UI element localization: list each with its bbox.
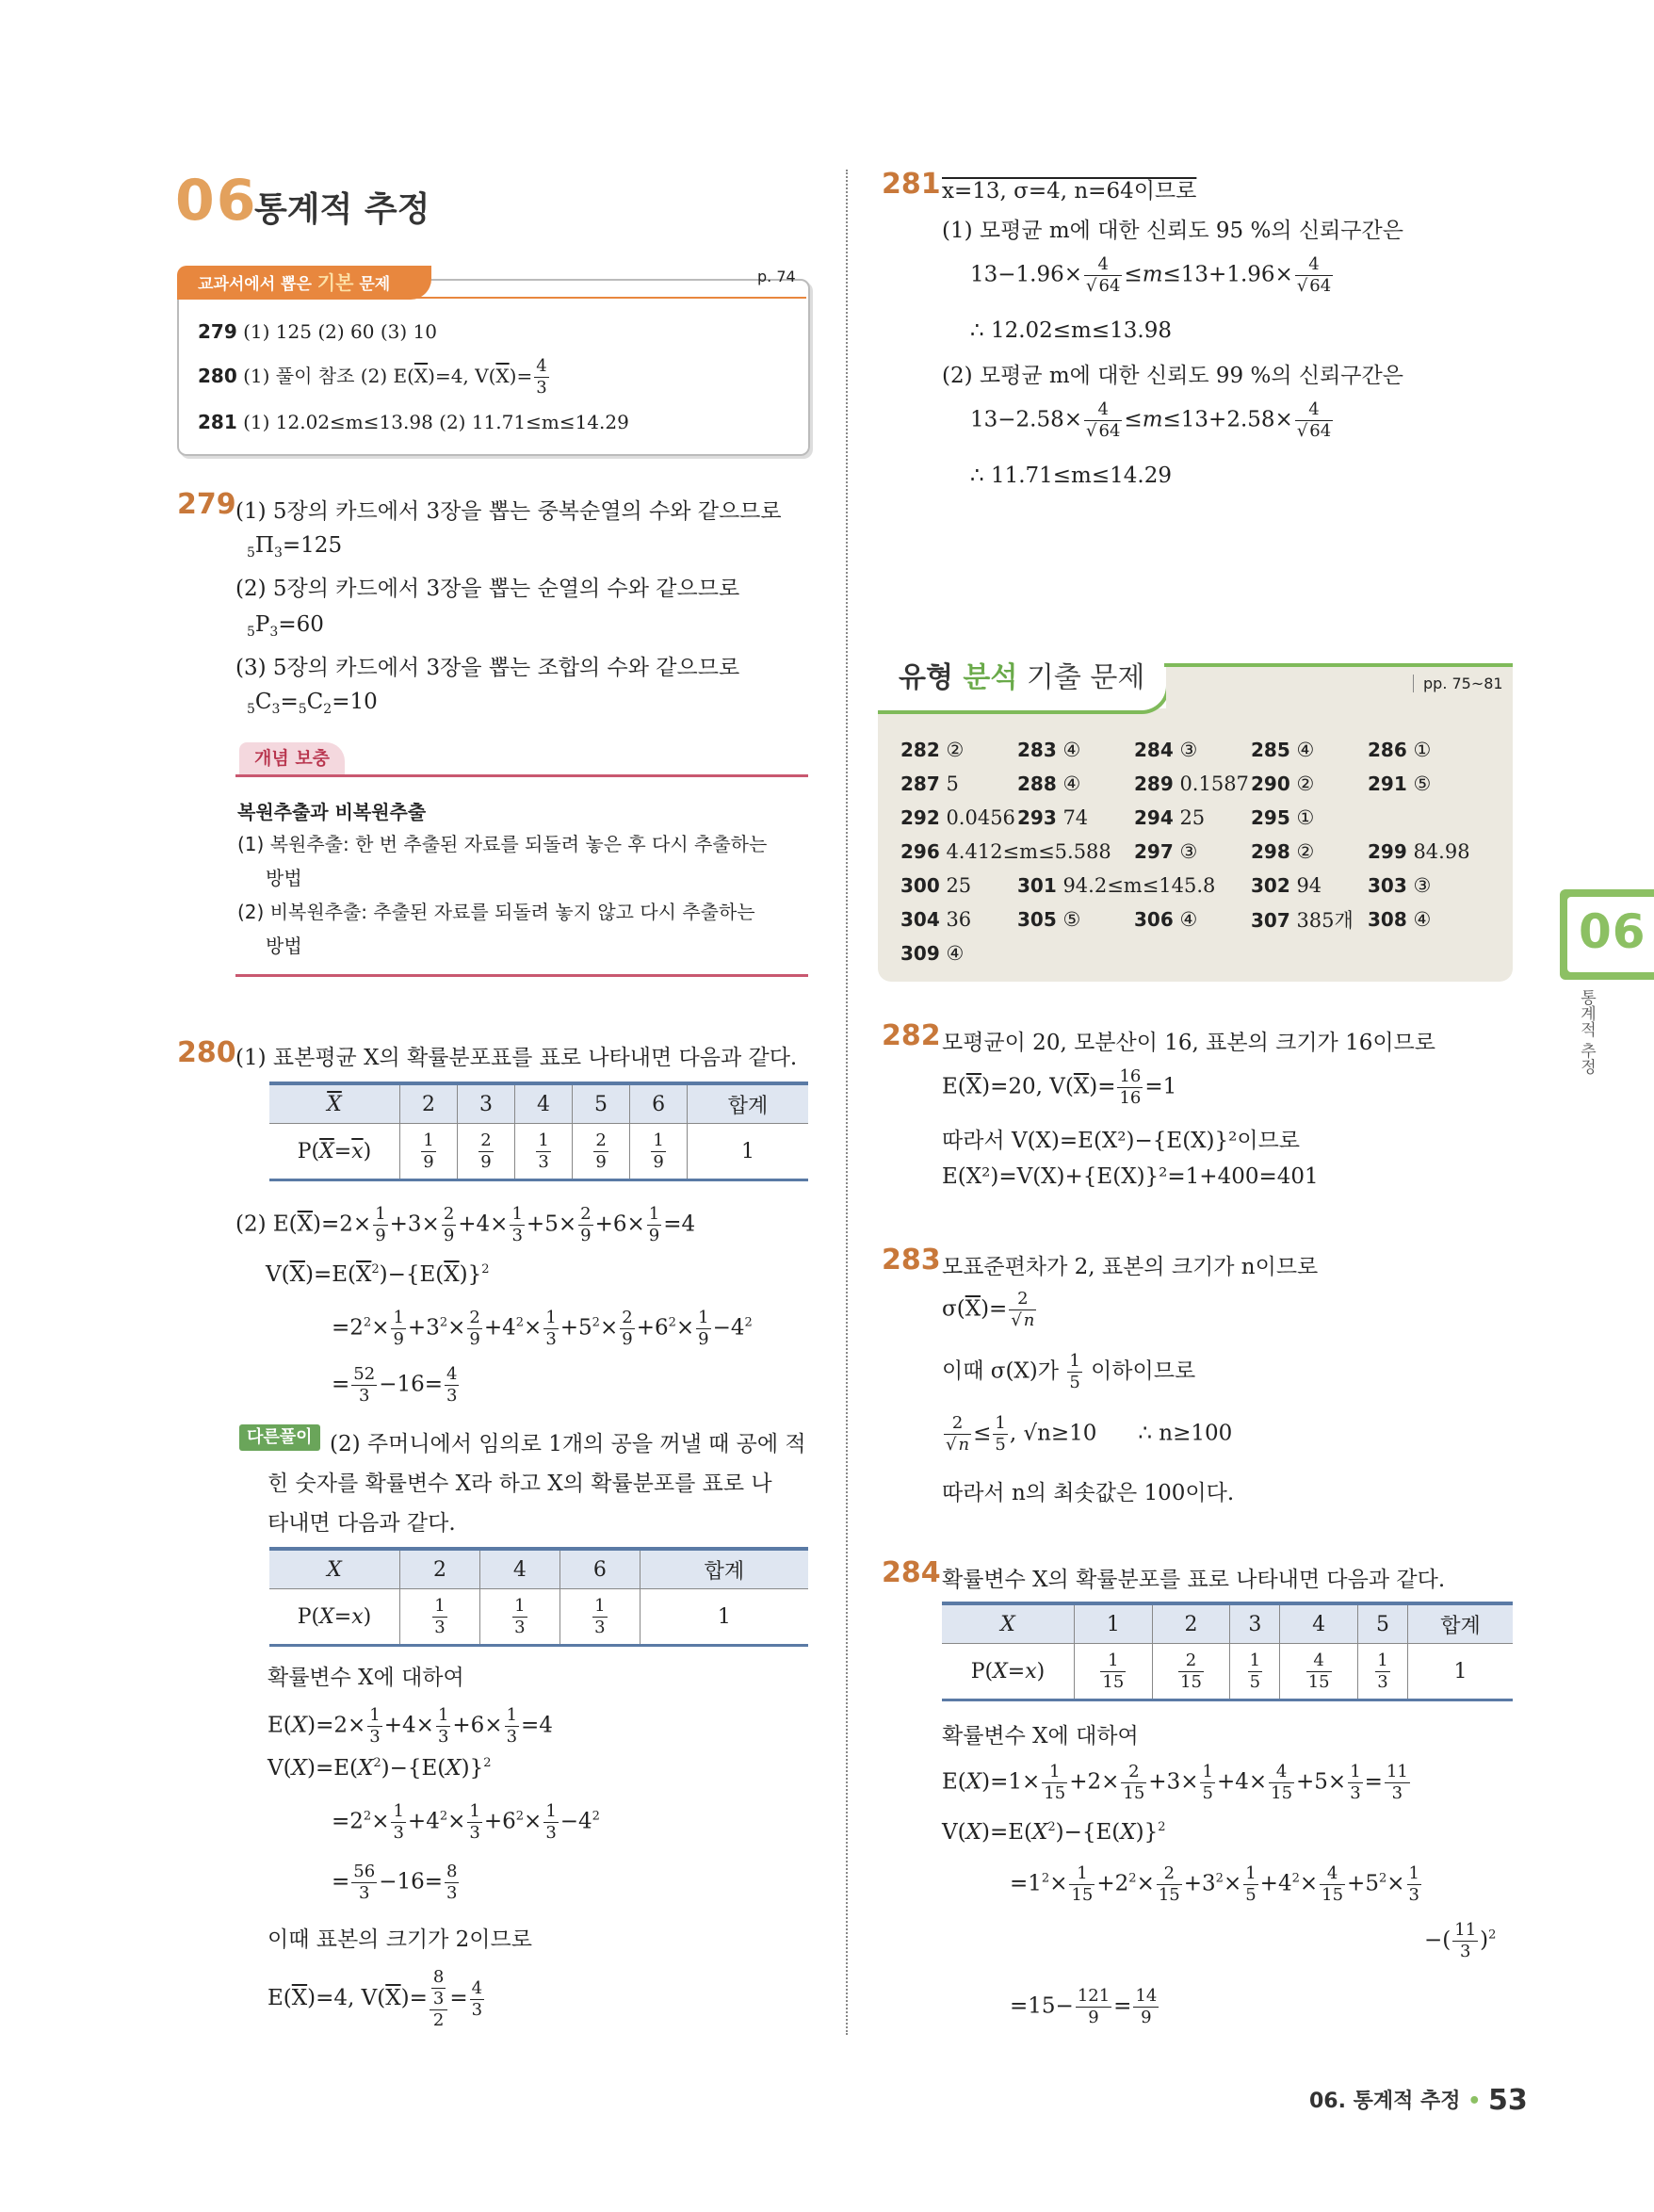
type-heading: 유형 분석 기출 문제: [899, 661, 1145, 694]
side-tab-label: 통계적 추정: [1577, 989, 1596, 1075]
t1-head: 2: [400, 1083, 458, 1124]
type-answer-grid: [900, 733, 1484, 970]
concept-line-4: 방법: [266, 935, 302, 957]
s280-alt-vx3: = $\frac{56}{3}$ −16= $\frac{8}{3}$: [332, 1862, 458, 1903]
s282-line-3: 따라서 V(X)=E(X²)−{E(X)}²이므로: [942, 1129, 1301, 1153]
grid-row: [900, 869, 1484, 903]
t1-cell: $\frac{2}{9}$: [573, 1124, 630, 1180]
grid-cell: 295 ①: [1251, 806, 1315, 829]
concept-line-3: (2) 비복원추출: 추출된 자료를 되돌려 놓지 않고 다시 추출하는: [237, 901, 755, 923]
concept-line-1: (1) 복원추출: 한 번 추출된 자료를 되돌려 놓은 후 다시 추출하는: [237, 833, 768, 855]
t3-prob-label: P(X=x): [942, 1644, 1075, 1700]
s279-line-1: (1) 5장의 카드에서 3장을 뽑는 중복순열의 수와 같으므로: [235, 499, 782, 524]
t2-head: 4: [479, 1549, 559, 1589]
s281-line-2: (2) 모평균 m에 대한 신뢰도 99 %의 신뢰구간은: [942, 364, 1403, 388]
grid-cell: 282 ②: [900, 739, 965, 761]
grid-cell: 301 94.2≤m≤145.8: [1017, 874, 1216, 897]
grid-cell: 290 ②: [1251, 773, 1315, 795]
t2-prob-label: P(X=x): [269, 1589, 400, 1646]
grid-row: [900, 767, 1484, 801]
problem-280-number: 280: [177, 1036, 236, 1069]
s280-vx3: = $\frac{52}{3}$ −16= $\frac{4}{3}$: [332, 1364, 458, 1406]
chapter-number: 06: [175, 168, 258, 234]
t2-cell: $\frac{1}{3}$: [400, 1589, 480, 1646]
concept-title: 복원추출과 비복원추출: [237, 801, 427, 823]
concept-badge: 개념 보충: [239, 742, 345, 774]
problem-282-number: 282: [882, 1019, 941, 1052]
type-pages: pp. 75~81: [1413, 675, 1503, 692]
s283-line-2: $\sigma(\overline{X})=$ $\frac{2}{√ n}$: [942, 1289, 1035, 1330]
t3-cell: $\frac{2}{15}$: [1152, 1644, 1230, 1700]
t2-head: 합계: [640, 1549, 808, 1589]
grid-cell: 294 25: [1134, 806, 1206, 829]
grid-cell: 305 ⑤: [1017, 908, 1081, 931]
s280-table-2: [269, 1547, 808, 1647]
s284-intro: 확률변수 X의 확률분포를 표로 나타내면 다음과 같다.: [942, 1568, 1446, 1592]
s279-line-4: $_5P_3=60$: [247, 612, 324, 640]
grid-cell: 289 0.1587: [1134, 773, 1249, 795]
grid-cell: [1017, 936, 1134, 970]
s284-ex: E(X)=1× $\frac{1}{15}$ +2× $\frac{2}{15}$ +3× $\frac{1}{5}$ +4× $\frac{4}{15}$ +5× $\frac{1}{3}$ = $\frac{11}{3}$: [942, 1762, 1408, 1803]
grid-row: [900, 801, 1484, 835]
t1-cell: $\frac{1}{9}$: [630, 1124, 688, 1180]
t1-head-x: $\overline{X}$: [269, 1083, 400, 1124]
grid-cell: 308 ④: [1368, 908, 1432, 931]
s279-line-6: $_5C_3=_5C_2=10$: [247, 690, 378, 717]
s280-alt-ex: E(X)=2× $\frac{1}{3}$ +4× $\frac{1}{3}$ +6× $\frac{1}{3}$ =4: [268, 1705, 553, 1747]
t1-head: 4: [515, 1083, 573, 1124]
problem-284-number: 284: [882, 1556, 941, 1589]
grid-cell: 297 ③: [1134, 840, 1198, 863]
grid-cell: 292 0.0456: [900, 806, 1015, 829]
s280-sample: 이때 표본의 크기가 2이므로: [268, 1927, 532, 1952]
s284-vx1: $V(X)=E(X^2)-\{E(X)\}^2$: [942, 1820, 1166, 1845]
concept-top-rule: [235, 774, 808, 777]
s284-vx3: =15− $\frac{121}{9}$ = $\frac{14}{9}$: [1010, 1986, 1158, 2027]
t3-head-x: X: [942, 1603, 1075, 1644]
grid-row: [900, 835, 1484, 869]
s280-vx1: $V(\overline{X})=E(\overline{X}^2)-\{E(\overline{X})\}^2$: [266, 1262, 490, 1287]
s281-line-1: (1) 모평균 m에 대한 신뢰도 95 %의 신뢰구간은: [942, 219, 1403, 243]
basic-answer-280: 280 (1) 풀이 참조 (2) $E(\overline{X})=4$, $V(\overline{X})=$ $\frac{4}{3}$: [198, 356, 547, 398]
s280-vx2: $=2^2\times$ $\frac{1}{9}$ $+3^2\times$ $\frac{2}{9}$ $+4^2\times$ $\frac{1}{3}$ $+5^2\times$ $\frac{2}{9}$ $+6^2\times$ $\frac{1}{9}$ $-4^2$: [332, 1308, 753, 1349]
s279-line-3: (2) 5장의 카드에서 3장을 뽑는 순열의 수와 같으므로: [235, 577, 740, 601]
s283-line-3: 이때 σ(X)가 $\frac{1}{5}$ 이하이므로: [942, 1351, 1196, 1392]
s280-alt-vx1: $V(X)=E(X^2)-\{E(X)\}^2$: [268, 1756, 492, 1781]
s283-line-4: $\frac{2}{√ n}$ ≤ $\frac{1}{5}$ , √n≥10 ∴ n≥100: [946, 1413, 1233, 1455]
grid-row: [900, 733, 1484, 767]
s281-ci-2: 13−2.58× $\frac{4}{√ 64}$ ≤m≤13+2.58× $\frac{4}{√ 64}$: [970, 399, 1332, 441]
t2-cell: $\frac{1}{3}$: [559, 1589, 640, 1646]
grid-cell: 306 ④: [1134, 908, 1198, 931]
s280-alt-vx2: $=2^2\times$ $\frac{1}{3}$ $+4^2\times$ $\frac{1}{3}$ $+6^2\times$ $\frac{1}{3}$ $-4^2$: [332, 1801, 600, 1843]
concept-line-2: 방법: [266, 867, 302, 889]
grid-cell: 293 74: [1017, 806, 1089, 829]
chapter-title: 통계적 추정: [254, 190, 430, 229]
grid-cell: 309 ④: [900, 942, 965, 965]
problem-279-number: 279: [177, 488, 236, 521]
t3-head: 3: [1230, 1603, 1280, 1644]
s282-line-1: 모평균이 20, 모분산이 16, 표본의 크기가 16이므로: [942, 1031, 1435, 1055]
s280-intro: (1) 표본평균 X의 확률분포표를 표로 나타내면 다음과 같다.: [235, 1046, 798, 1070]
s284-table: [942, 1602, 1513, 1701]
grid-cell: 285 ④: [1251, 739, 1315, 761]
grid-cell: 302 94: [1251, 874, 1322, 897]
s280-alt-1: (2) 주머니에서 임의로 1개의 공을 꺼낼 때 공에 적: [330, 1432, 806, 1456]
grid-cell: 291 ⑤: [1368, 773, 1432, 795]
grid-row: [900, 903, 1484, 936]
concept-bottom-rule: [235, 974, 808, 977]
grid-cell: 287 5: [900, 773, 959, 795]
s280-ex: (2) $E(\overline{X})=2\times$ $\frac{1}{9}$ +3× $\frac{2}{9}$ +4× $\frac{1}{3}$ +5× $\frac{2}{9}$ +6× $\frac{1}{9}$ =4: [235, 1204, 696, 1245]
s280-table-1: [269, 1082, 808, 1181]
side-tab-number: 06: [1579, 904, 1646, 959]
t2-head: 2: [400, 1549, 480, 1589]
grid-cell: 303 ③: [1368, 874, 1432, 897]
s284-vx2b: −( $\frac{11}{3}$ )$^2$: [1424, 1920, 1497, 1961]
s280-alt-2: 힌 숫자를 확률변수 X라 하고 X의 확률분포를 표로 나: [268, 1472, 772, 1496]
t1-head: 합계: [688, 1083, 808, 1124]
grid-cell: 286 ①: [1368, 739, 1432, 761]
t1-head: 3: [458, 1083, 515, 1124]
s279-line-2: $_5\Pi_3=125$: [247, 533, 343, 561]
s281-ci-1: 13−1.96× $\frac{4}{√ 64}$ ≤m≤13+1.96× $\frac{4}{√ 64}$: [970, 254, 1332, 296]
s283-line-5: 따라서 n의 최솟값은 100이다.: [942, 1481, 1235, 1505]
t3-sum: 1: [1407, 1644, 1513, 1700]
t2-head: 6: [559, 1549, 640, 1589]
t1-sum: 1: [688, 1124, 808, 1180]
s280-alt-3: 타내면 다음과 같다.: [268, 1511, 456, 1536]
grid-cell: 283 ④: [1017, 739, 1081, 761]
s283-line-1: 모표준편차가 2, 표본의 크기가 n이므로: [942, 1255, 1319, 1279]
t3-cell: $\frac{1}{15}$: [1075, 1644, 1153, 1700]
t1-cell: $\frac{1}{9}$: [400, 1124, 458, 1180]
t3-head: 1: [1075, 1603, 1153, 1644]
t3-cell: $\frac{1}{5}$: [1230, 1644, 1280, 1700]
t1-cell: $\frac{1}{3}$: [515, 1124, 573, 1180]
grid-cell: 284 ③: [1134, 739, 1198, 761]
s281-intro: x=13, σ=4, n=64이므로: [942, 179, 1197, 203]
grid-cell: 298 ②: [1251, 840, 1315, 863]
t1-cell: $\frac{2}{9}$: [458, 1124, 515, 1180]
s281-result-1: ∴ 12.02≤m≤13.98: [970, 318, 1172, 343]
t3-cell: $\frac{1}{3}$: [1358, 1644, 1408, 1700]
basic-answer-279: 279 (1) 125 (2) 60 (3) 10: [198, 320, 437, 343]
grid-cell: [1134, 936, 1251, 970]
grid-cell: 304 36: [900, 908, 972, 931]
grid-cell: 288 ④: [1017, 773, 1081, 795]
grid-cell: 307 385개: [1251, 909, 1354, 932]
grid-cell: 299 84.98: [1368, 840, 1470, 863]
s282-line-4: E(X²)=V(X)+{E(X)}²=1+400=401: [942, 1164, 1319, 1189]
grid-cell: [1368, 936, 1484, 970]
t1-head: 5: [573, 1083, 630, 1124]
basic-box-tab: 교과서에서 뽑은 기본 문제: [177, 266, 431, 300]
t3-head: 5: [1358, 1603, 1408, 1644]
footer: 06. 통계적 추정 • 53: [1309, 2084, 1528, 2117]
t2-sum: 1: [640, 1589, 808, 1646]
basic-answer-281: 281 (1) 12.02≤m≤13.98 (2) 11.71≤m≤14.29: [198, 411, 629, 433]
grid-row: [900, 936, 1484, 970]
alt-solution-badge: 다른풀이: [239, 1424, 320, 1451]
basic-box-rule: [411, 297, 806, 299]
s280-final: $E(\overline{X})=4$, $V(\overline{X})=$ $\frac{\frac{8}{3}}{2}$ = $\frac{4}{3}$: [268, 1967, 483, 2030]
problem-283-number: 283: [882, 1244, 941, 1277]
s280-about: 확률변수 X에 대하여: [268, 1666, 464, 1690]
t3-head: 4: [1280, 1603, 1358, 1644]
s279-line-5: (3) 5장의 카드에서 3장을 뽑는 조합의 수와 같으므로: [235, 656, 740, 680]
column-divider: [846, 170, 848, 2035]
t3-head: 2: [1152, 1603, 1230, 1644]
grid-cell: [1368, 801, 1484, 835]
problem-281-number: 281: [882, 168, 941, 201]
s284-vx2: $=1^2\times$ $\frac{1}{15}$ $+2^2\times$ $\frac{2}{15}$ $+3^2\times$ $\frac{1}{5}$ $+4^2\times$ $\frac{4}{15}$ $+5^2\times$ $\frac{1}{3}$: [1010, 1863, 1419, 1905]
t3-head: 합계: [1407, 1603, 1513, 1644]
t1-head: 6: [630, 1083, 688, 1124]
s284-about: 확률변수 X에 대하여: [942, 1724, 1139, 1748]
grid-cell: 296 4.412≤m≤5.588: [900, 840, 1111, 863]
t1-prob-label: $P(\overline{X}=\overline{x})$: [269, 1124, 400, 1180]
basic-page-ref: p. 74: [757, 268, 796, 285]
grid-cell: [1251, 936, 1368, 970]
s282-line-2: $E(\overline{X})=20$, $V(\overline{X})=$ $\frac{16}{16}$ =1: [942, 1066, 1177, 1108]
t3-cell: $\frac{4}{15}$: [1280, 1644, 1358, 1700]
t2-head-x: X: [269, 1549, 400, 1589]
t2-cell: $\frac{1}{3}$: [479, 1589, 559, 1646]
s281-result-2: ∴ 11.71≤m≤14.29: [970, 464, 1172, 488]
grid-cell: 300 25: [900, 874, 972, 897]
